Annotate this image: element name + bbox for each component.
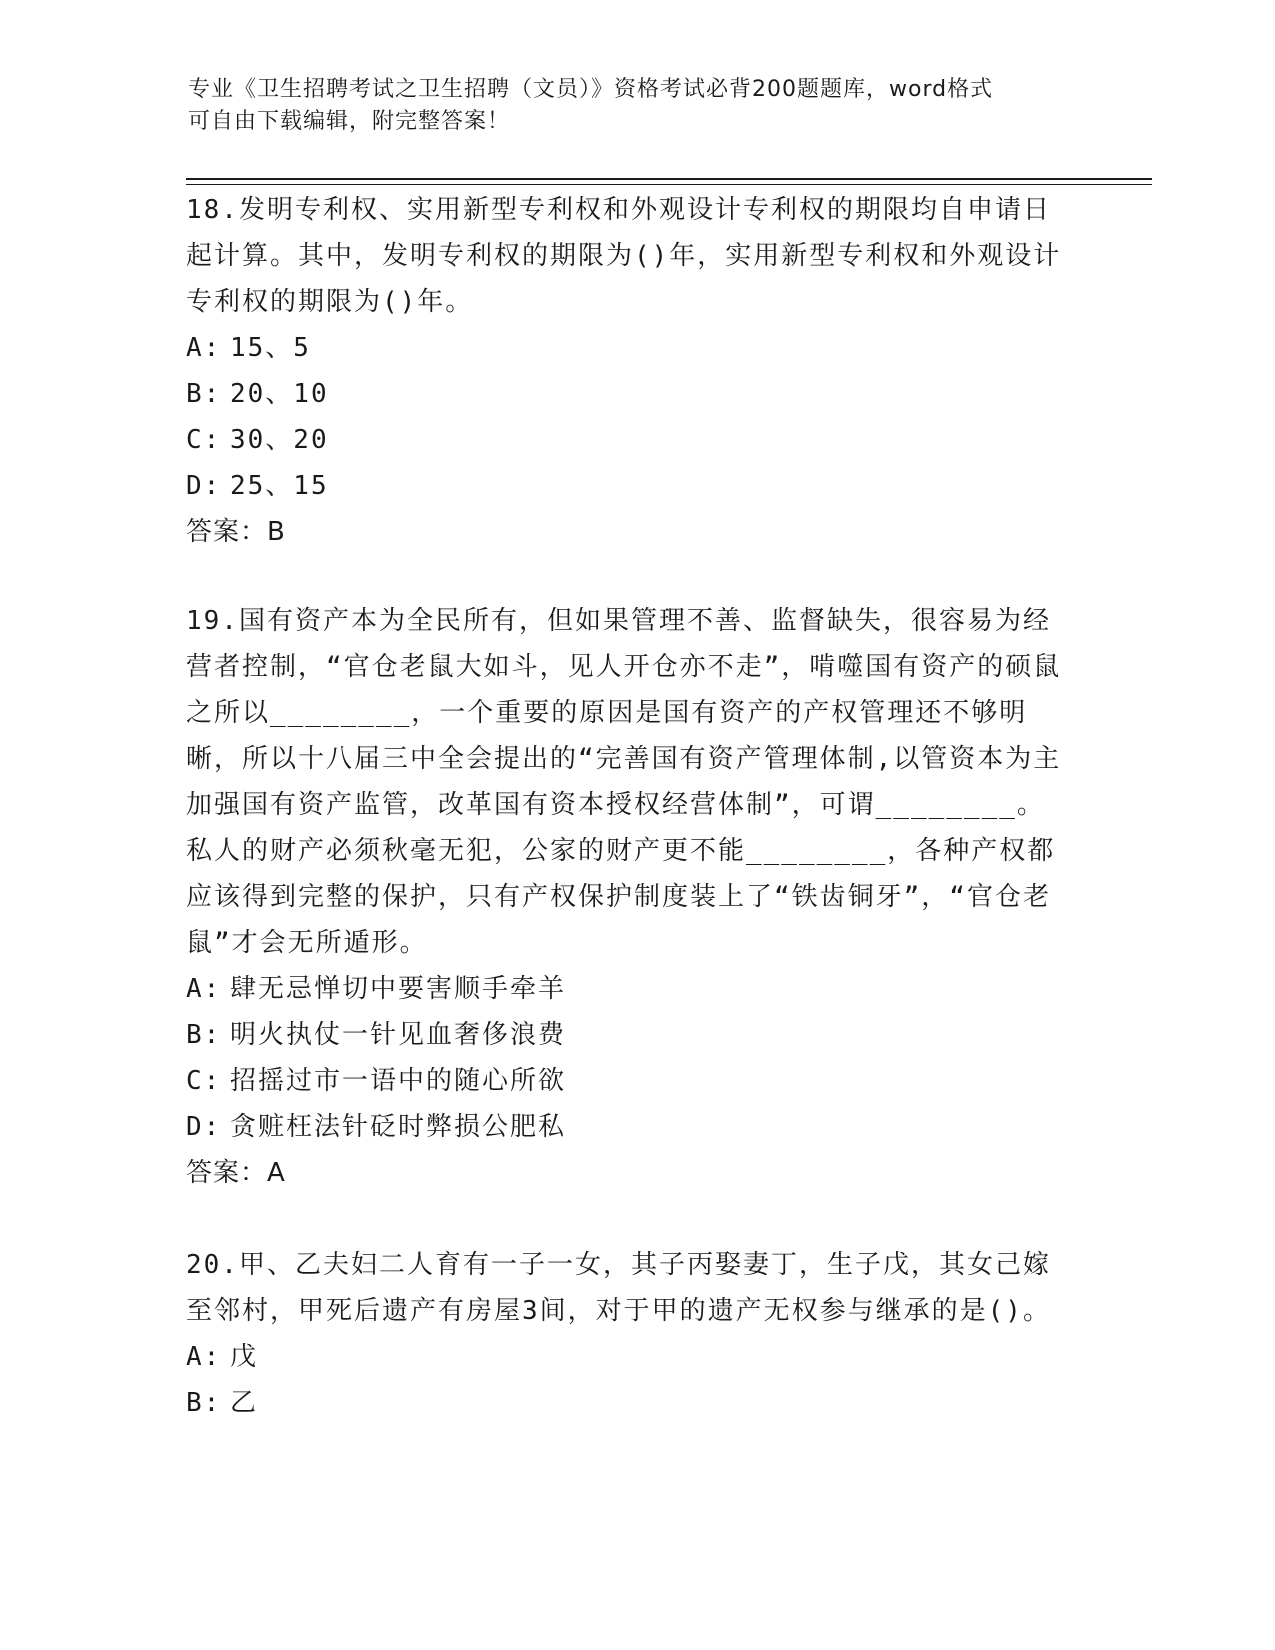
question-body: 国有资产本为全民所有，但如果管理不善、监督缺失，很容易为经营者控制，“官仓老鼠大如斗，见人开仓亦不走”，啃噬国有资产的硕鼠之所以________，一个重要的原因是国有资产的产权管理还不够明晰，所以十八届三中全会提出的“完善国有资产管理体制,以管资本为主加强国有资产监管，改革国有资本授权经营体制”，可谓________。私人的财产必须秋毫无犯，公家的财产更不能________，各种产权都应该得到完整的保护，只有产权保护制度装上了“铁齿铜牙”，“官仓老鼠”才会无所遁形。 xyxy=(186,606,1062,958)
question-text xyxy=(186,1242,1066,1334)
option-text: 肆无忌惮切中要害顺手牵羊 xyxy=(230,974,567,1004)
option-key: C: xyxy=(186,1066,222,1096)
question-body: 发明专利权、实用新型专利权和外观设计专利权的期限均自申请日起计算。其中，发明专利权的期限为()年，实用新型专利权和外观设计专利权的期限为()年。 xyxy=(186,195,1062,317)
option-key: B: xyxy=(186,379,222,409)
question-text xyxy=(186,187,1066,325)
option-c xyxy=(186,1058,1066,1104)
option-key: B: xyxy=(186,1020,222,1050)
option-text: 25、15 xyxy=(230,471,329,501)
question-number: 19. xyxy=(186,606,239,636)
option-text: 招摇过市一语中的随心所欲 xyxy=(230,1066,567,1096)
question-body: 甲、乙夫妇二人育有一子一女，其子丙娶妻丁，生子戊，其女己嫁至邻村，甲死后遗产有房屋3间，对于甲的遗产无权参与继承的是()。 xyxy=(186,1250,1051,1326)
question-19 xyxy=(186,598,1066,1196)
question-number: 18. xyxy=(186,195,239,225)
option-key: A: xyxy=(186,974,222,1004)
option-b xyxy=(186,1012,1066,1058)
option-text: 戊 xyxy=(230,1342,259,1372)
option-key: D: xyxy=(186,1112,222,1142)
header-rule-thick xyxy=(186,178,1152,180)
question-18 xyxy=(186,187,1066,555)
option-d xyxy=(186,463,1066,509)
option-d xyxy=(186,1104,1066,1150)
option-key: C: xyxy=(186,425,222,455)
answer-line: 答案：A xyxy=(186,1158,286,1188)
option-a xyxy=(186,325,1066,371)
option-text: 贪赃枉法针砭时弊损公肥私 xyxy=(230,1112,567,1142)
option-text: 明火执仗一针见血奢侈浪费 xyxy=(230,1020,567,1050)
answer-line: 答案：B xyxy=(186,517,286,547)
question-20 xyxy=(186,1242,1066,1426)
document-header xyxy=(188,74,1068,138)
option-key: A: xyxy=(186,333,222,363)
option-text: 乙 xyxy=(230,1388,259,1418)
question-text xyxy=(186,598,1066,966)
header-line-1: 专业《卫生招聘考试之卫生招聘（文员）》资格考试必背200题题库，word格式 xyxy=(188,77,994,102)
option-key: A: xyxy=(186,1342,222,1372)
header-line-2: 可自由下载编辑，附完整答案！ xyxy=(188,109,511,134)
question-number: 20. xyxy=(186,1250,239,1280)
option-text: 30、20 xyxy=(230,425,329,455)
option-c xyxy=(186,417,1066,463)
option-key: B: xyxy=(186,1388,222,1418)
option-b xyxy=(186,371,1066,417)
option-a xyxy=(186,1334,1066,1380)
option-text: 15、5 xyxy=(230,333,311,363)
option-key: D: xyxy=(186,471,222,501)
option-text: 20、10 xyxy=(230,379,329,409)
header-rule-thin xyxy=(186,184,1152,185)
option-a xyxy=(186,966,1066,1012)
option-b xyxy=(186,1380,1066,1426)
